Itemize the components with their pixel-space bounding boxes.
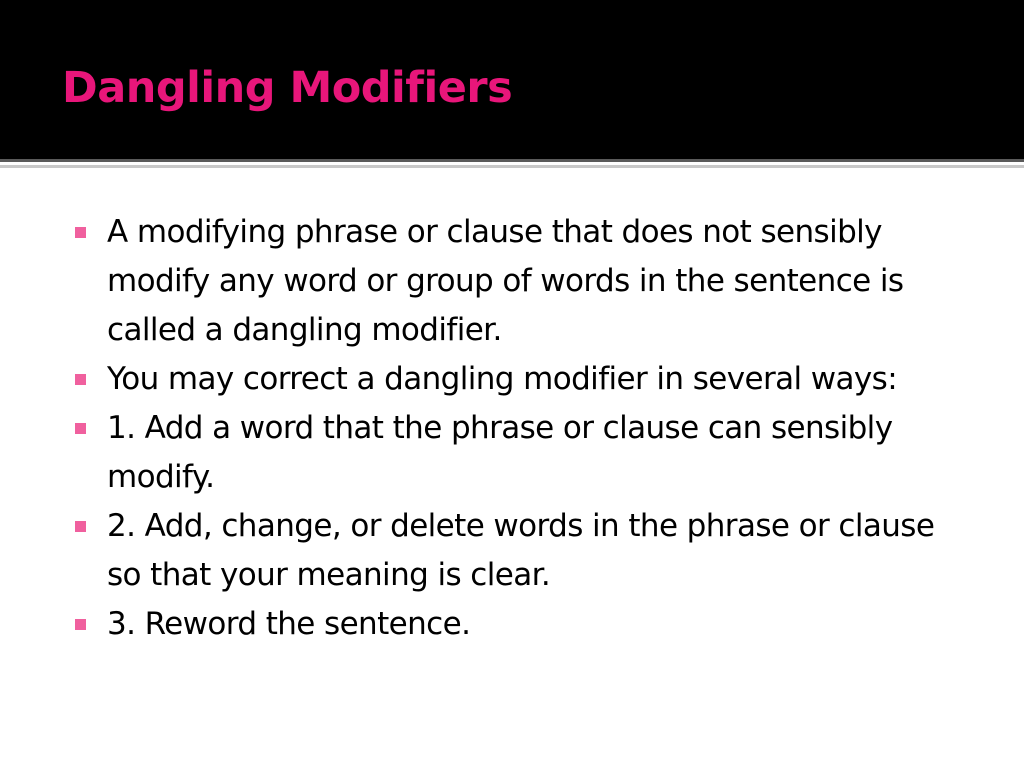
slide-title: Dangling Modifiers bbox=[62, 63, 513, 113]
bullet-text-4: 2. Add, change, or delete words in the phrase or clause so that your meaning is clear. bbox=[107, 508, 935, 593]
bullet-list bbox=[74, 208, 974, 649]
bullet-item-5 bbox=[74, 600, 974, 649]
title-divider-light bbox=[0, 165, 1024, 168]
bullet-text-3: 1. Add a word that the phrase or clause can sensibly modify. bbox=[107, 410, 893, 495]
bullet-text-5: 3. Reword the sentence. bbox=[107, 606, 471, 642]
square-bullet-icon bbox=[75, 619, 86, 630]
bullet-item-3 bbox=[74, 404, 974, 502]
bullet-item-2 bbox=[74, 355, 974, 404]
bullet-item-1 bbox=[74, 208, 974, 355]
square-bullet-icon bbox=[75, 423, 86, 434]
bullet-text-2: You may correct a dangling modifier in several ways: bbox=[107, 361, 898, 397]
square-bullet-icon bbox=[75, 227, 86, 238]
square-bullet-icon bbox=[75, 521, 86, 532]
bullet-item-4 bbox=[74, 502, 974, 600]
square-bullet-icon bbox=[75, 374, 86, 385]
bullet-text-1: A modifying phrase or clause that does not sensibly modify any word or group of words in the sentence is called a dangling modifier. bbox=[107, 214, 904, 348]
title-band bbox=[0, 0, 1024, 159]
